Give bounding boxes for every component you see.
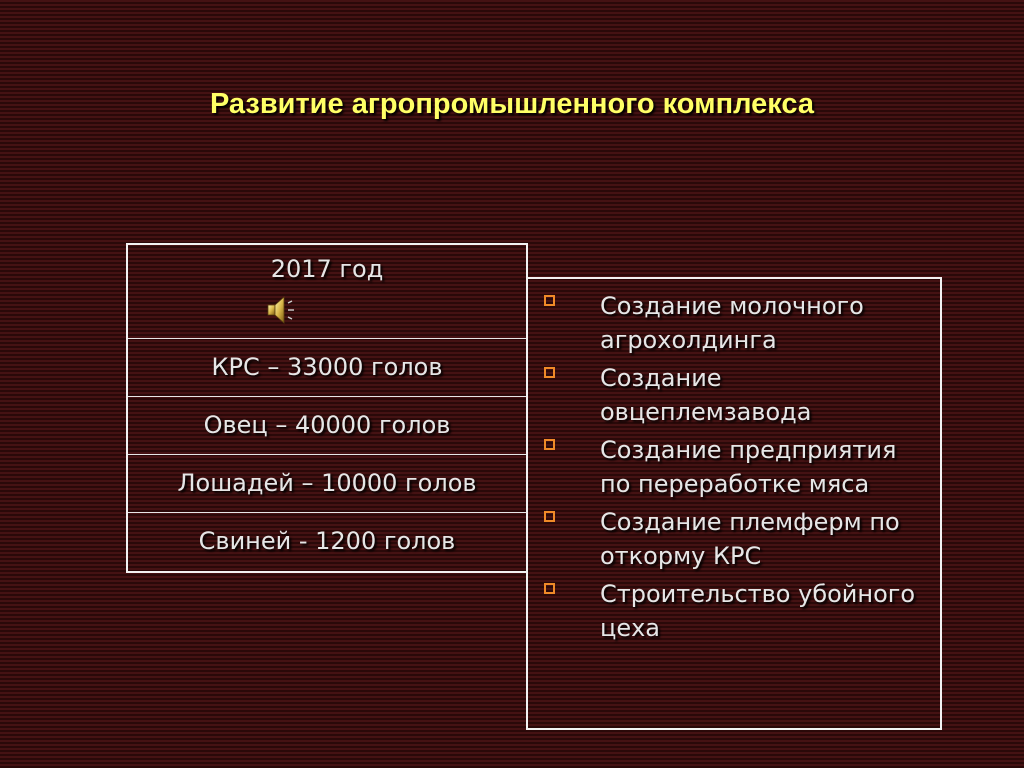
table-row: КРС – 33000 голов xyxy=(128,339,526,397)
table-row: Овец – 40000 голов xyxy=(128,397,526,455)
table-header-cell xyxy=(128,245,526,339)
list-item xyxy=(528,361,940,429)
list-item xyxy=(528,289,940,357)
measures-box xyxy=(526,277,942,730)
list-item-text: Создание овцеплемзавода xyxy=(600,364,812,426)
square-bullet-icon xyxy=(544,295,555,306)
table-header-year: 2017 год xyxy=(270,255,384,283)
list-item-text: Строительство убойного цеха xyxy=(600,580,916,642)
livestock-table xyxy=(126,243,528,573)
list-item-text: Создание племферм по откорму КРС xyxy=(600,508,900,570)
table-row: Свиней - 1200 голов xyxy=(198,527,456,555)
slide-title: Развитие агропромышленного комплекса xyxy=(209,88,815,120)
speaker-icon[interactable] xyxy=(264,293,298,327)
measures-list xyxy=(528,279,940,645)
square-bullet-icon xyxy=(544,583,555,594)
list-item xyxy=(528,577,940,645)
square-bullet-icon xyxy=(544,439,555,450)
list-item xyxy=(528,505,940,573)
square-bullet-icon xyxy=(544,367,555,378)
square-bullet-icon xyxy=(544,511,555,522)
list-item-text: Создание молочного агрохолдинга xyxy=(600,292,864,354)
list-item xyxy=(528,433,940,501)
table-row: Лошадей – 10000 голов xyxy=(128,455,526,513)
list-item-text: Создание предприятия по переработке мяса xyxy=(600,436,897,498)
